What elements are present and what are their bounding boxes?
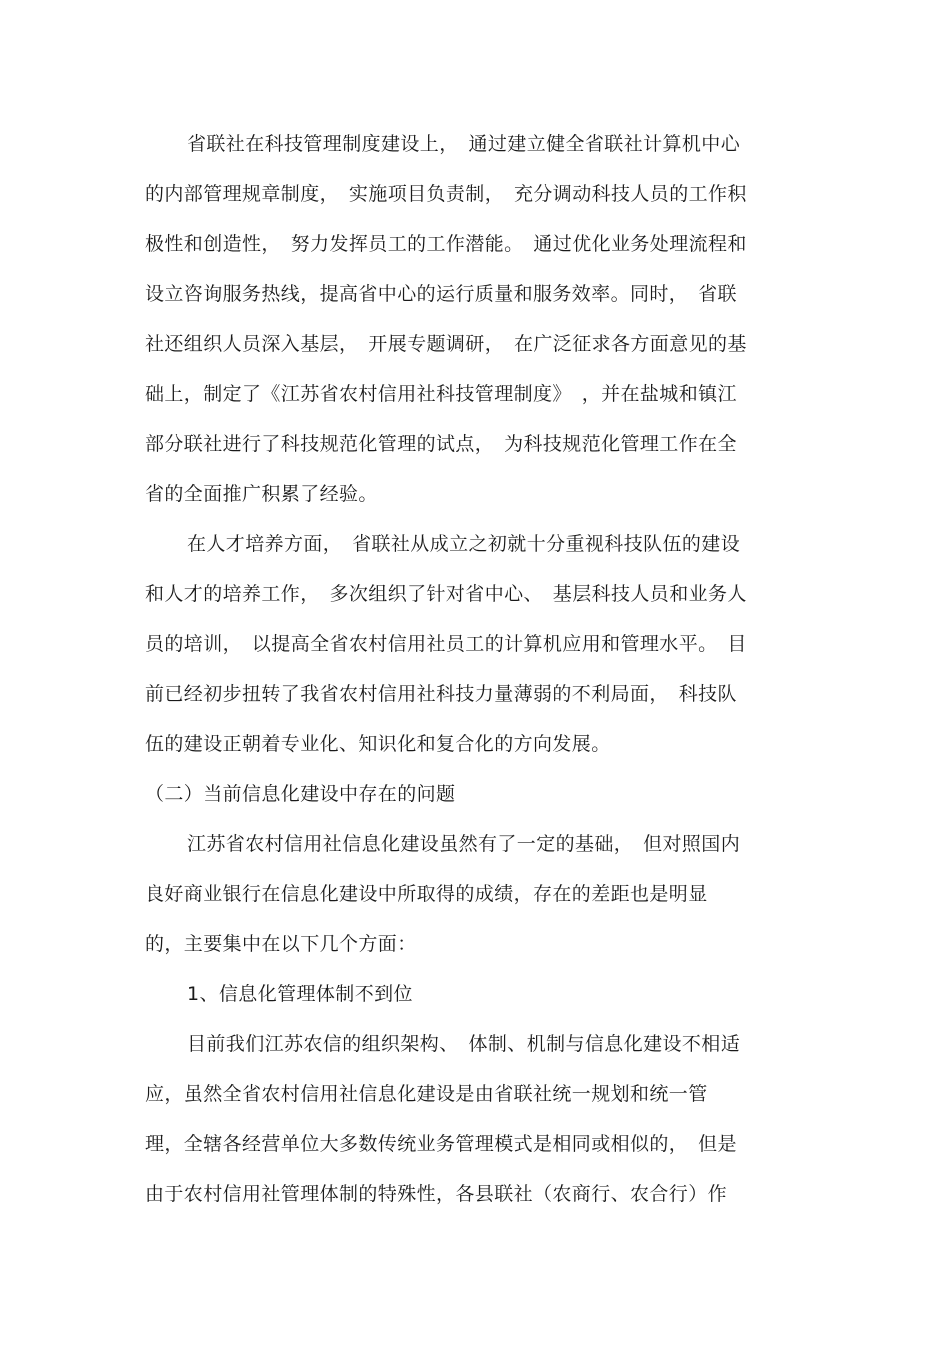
- paragraph-line: 省的全面推广积累了经验。: [145, 483, 378, 505]
- paragraph-line: 伍的建设正朝着专业化、知识化和复合化的方向发展。: [145, 733, 611, 755]
- section-heading: （二）当前信息化建设中存在的问题: [145, 783, 456, 805]
- paragraph-line: 部分联社进行了科技规范化管理的试点， 为科技规范化管理工作在全: [145, 433, 737, 455]
- paragraph-line: 极性和创造性， 努力发挥员工的工作潜能。 通过优化业务处理流程和: [145, 233, 747, 255]
- paragraph-line: 省联社在科技管理制度建设上， 通过建立健全省联社计算机中心: [187, 133, 741, 155]
- paragraph-line: 的，主要集中在以下几个方面：: [145, 933, 417, 955]
- paragraph-line: 理，全辖各经营单位大多数传统业务管理模式是相同或相似的， 但是: [145, 1133, 737, 1155]
- paragraph-line: 良好商业银行在信息化建设中所取得的成绩，存在的差距也是明显: [145, 883, 708, 905]
- paragraph-line: 设立咨询服务热线，提高省中心的运行质量和服务效率。同时， 省联: [145, 283, 737, 305]
- paragraph-line: 前已经初步扭转了我省农村信用社科技力量薄弱的不利局面， 科技队: [145, 683, 737, 705]
- paragraph-line: 应，虽然全省农村信用社信息化建设是由省联社统一规划和统一管: [145, 1083, 708, 1105]
- paragraph-line: 的内部管理规章制度， 实施项目负责制， 充分调动科技人员的工作积: [145, 183, 747, 205]
- paragraph-line: 由于农村信用社管理体制的特殊性，各县联社（农商行、农合行）作: [145, 1183, 728, 1205]
- paragraph-line: 和人才的培养工作， 多次组织了针对省中心、 基层科技人员和业务人: [145, 583, 747, 605]
- paragraph-line: 础上，制定了《江苏省农村信用社科技管理制度》 ，并在盐城和镇江: [145, 383, 737, 405]
- paragraph-line: 社还组织人员深入基层， 开展专题调研， 在广泛征求各方面意见的基: [145, 333, 747, 355]
- paragraph-line: 员的培训， 以提高全省农村信用社员工的计算机应用和管理水平。 目: [145, 633, 747, 655]
- subsection-heading: 1、信息化管理体制不到位: [187, 983, 413, 1005]
- paragraph-line: 目前我们江苏农信的组织架构、 体制、机制与信息化建设不相适: [187, 1033, 741, 1055]
- paragraph-line: 江苏省农村信用社信息化建设虽然有了一定的基础， 但对照国内: [187, 833, 741, 855]
- paragraph-line: 在人才培养方面， 省联社从成立之初就十分重视科技队伍的建设: [187, 533, 741, 555]
